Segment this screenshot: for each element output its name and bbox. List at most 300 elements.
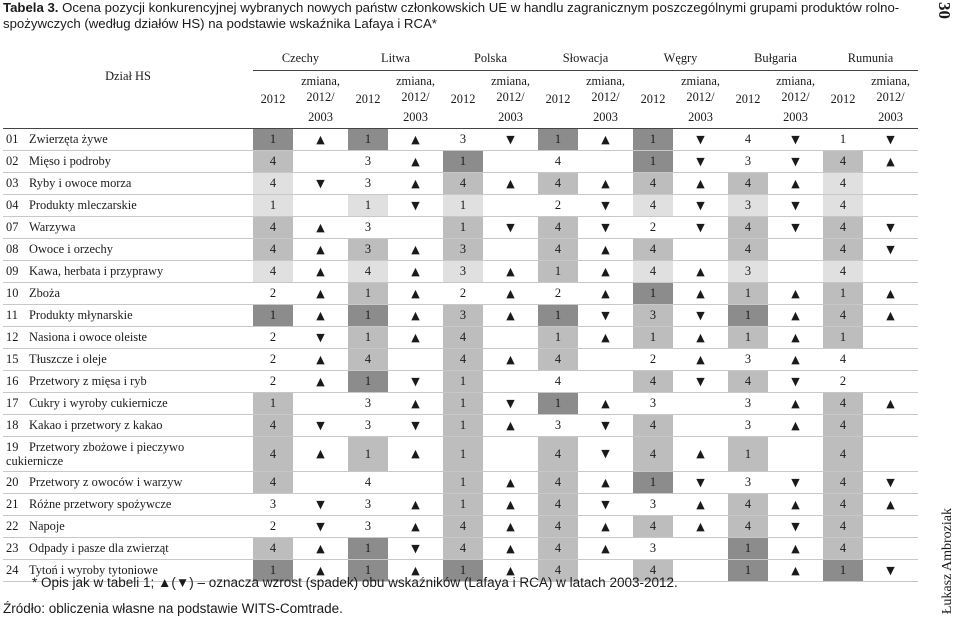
score-cell: 4	[443, 538, 483, 560]
column-header-year: 2012	[633, 71, 673, 129]
trend-arrow-icon	[863, 173, 918, 195]
trend-arrow-icon: ▼	[506, 133, 515, 146]
score-cell: 1	[728, 283, 768, 305]
score-cell: 4	[253, 472, 293, 494]
score-cell: 4	[728, 239, 768, 261]
hs-code: 01	[6, 132, 19, 146]
trend-arrow-icon: ▲	[791, 331, 800, 344]
hs-code: 12	[6, 330, 19, 344]
score-cell: 4	[823, 261, 863, 283]
trend-arrow-icon: ▲	[316, 133, 325, 146]
score-cell: 2	[459, 286, 467, 300]
row-label	[3, 538, 253, 560]
trend-arrow-icon: ▲	[791, 419, 800, 432]
score-cell: 1	[823, 560, 863, 582]
trend-arrow-icon: ▼	[601, 419, 610, 432]
trend-arrow-icon: ▼	[791, 375, 800, 388]
hs-code: 20	[6, 475, 19, 489]
trend-arrow-icon: ▲	[696, 520, 705, 533]
score-cell: 3	[364, 220, 372, 234]
trend-arrow-icon: ▲	[696, 331, 705, 344]
trend-arrow-icon: ▲	[886, 287, 895, 300]
score-cell: 3	[364, 396, 372, 410]
trend-arrow-icon: ▲	[886, 498, 895, 511]
score-cell: 2	[269, 374, 277, 388]
score-cell: 4	[554, 154, 562, 168]
score-cell: 4	[633, 261, 673, 283]
column-header-country: Rumunia	[823, 46, 918, 71]
hs-code: 21	[6, 497, 19, 511]
trend-arrow-icon: ▲	[696, 353, 705, 366]
row-label	[3, 305, 253, 327]
score-cell: 1	[443, 217, 483, 239]
trend-arrow-icon: ▼	[411, 419, 420, 432]
column-header-change	[578, 71, 633, 108]
row-label	[3, 393, 253, 415]
score-cell: 1	[633, 283, 673, 305]
score-cell: 3	[633, 305, 673, 327]
trend-arrow-icon: ▲	[411, 177, 420, 190]
score-cell: 4	[538, 239, 578, 261]
change-line-1: zmiana,	[776, 74, 815, 88]
trend-arrow-icon: ▲	[601, 520, 610, 533]
score-cell: 3	[443, 239, 483, 261]
change-line-2: 2012/	[496, 90, 525, 104]
score-cell: 4	[538, 494, 578, 516]
score-cell: 2	[649, 220, 657, 234]
score-cell: 4	[633, 516, 673, 538]
score-cell: 2	[839, 374, 847, 388]
hs-name: Owoce i orzechy	[29, 242, 113, 256]
trend-arrow-icon: ▲	[696, 498, 705, 511]
hs-name: Ryby i owoce morza	[29, 176, 132, 190]
score-cell: 4	[744, 132, 752, 146]
row-label	[3, 261, 253, 283]
table-row	[3, 393, 918, 415]
hs-code: 11	[6, 308, 18, 322]
trend-arrow-icon: ▼	[601, 309, 610, 322]
trend-arrow-icon	[863, 371, 918, 393]
score-cell: 4	[633, 560, 673, 582]
trend-arrow-icon	[293, 472, 348, 494]
change-line-1: zmiana,	[396, 74, 435, 88]
trend-arrow-icon: ▼	[791, 133, 800, 146]
hs-name: Różne przetwory spożywcze	[29, 497, 172, 511]
column-header-change-base: 2003	[768, 107, 823, 129]
table-row	[3, 472, 918, 494]
trend-arrow-icon: ▲	[411, 309, 420, 322]
trend-arrow-icon: ▲	[791, 397, 800, 410]
column-header-change	[483, 71, 538, 108]
trend-arrow-icon	[863, 261, 918, 283]
trend-arrow-icon: ▲	[316, 564, 325, 577]
column-header-change	[388, 71, 443, 108]
trend-arrow-icon: ▲	[506, 520, 515, 533]
trend-arrow-icon: ▲	[506, 498, 515, 511]
score-cell: 3	[744, 418, 752, 432]
score-cell: 1	[348, 327, 388, 349]
trend-arrow-icon: ▼	[601, 221, 610, 234]
trend-arrow-icon: ▲	[791, 542, 800, 555]
score-cell: 3	[364, 519, 372, 533]
table-caption-label: Tabela 3.	[3, 0, 59, 15]
hs-code: 23	[6, 541, 19, 555]
score-cell: 4	[633, 437, 673, 472]
table-row	[3, 195, 918, 217]
trend-arrow-icon: ▲	[791, 309, 800, 322]
score-cell: 3	[459, 132, 467, 146]
column-header-country: Węgry	[633, 46, 728, 71]
hs-code: 18	[6, 418, 19, 432]
row-label	[3, 371, 253, 393]
table-row	[3, 349, 918, 371]
score-cell: 1	[538, 305, 578, 327]
trend-arrow-icon: ▼	[506, 221, 515, 234]
trend-arrow-icon	[673, 538, 728, 560]
trend-arrow-icon	[863, 327, 918, 349]
hs-code: 24	[6, 563, 19, 577]
trend-arrow-icon	[768, 239, 823, 261]
score-cell: 2	[554, 286, 562, 300]
trend-arrow-icon: ▲	[791, 498, 800, 511]
table-row	[3, 283, 918, 305]
column-header-change	[293, 71, 348, 108]
trend-arrow-icon: ▼	[886, 133, 895, 146]
hs-name: Przetwory z owoców i warzyw	[29, 475, 183, 489]
score-cell: 3	[364, 154, 372, 168]
trend-arrow-icon	[673, 393, 728, 415]
score-cell: 1	[633, 472, 673, 494]
score-cell: 4	[823, 393, 863, 415]
trend-arrow-icon: ▲	[411, 133, 420, 146]
trend-arrow-icon: ▲	[506, 353, 515, 366]
table-row	[3, 151, 918, 173]
row-label	[3, 437, 253, 472]
trend-arrow-icon: ▼	[696, 375, 705, 388]
score-cell: 4	[728, 173, 768, 195]
score-cell: 1	[538, 261, 578, 283]
score-cell: 4	[823, 195, 863, 217]
trend-arrow-icon: ▲	[316, 287, 325, 300]
score-cell: 3	[269, 497, 277, 511]
score-cell: 2	[269, 286, 277, 300]
score-cell: 4	[364, 475, 372, 489]
score-cell: 1	[348, 560, 388, 582]
table-row	[3, 261, 918, 283]
score-cell: 4	[633, 195, 673, 217]
score-cell: 3	[649, 541, 657, 555]
score-cell: 4	[253, 415, 293, 437]
table-caption	[3, 0, 918, 32]
trend-arrow-icon: ▲	[411, 498, 420, 511]
score-cell: 1	[348, 195, 388, 217]
score-cell: 2	[554, 198, 562, 212]
hs-name: Cukry i wyroby cukiernicze	[29, 396, 168, 410]
row-label	[3, 283, 253, 305]
trend-arrow-icon: ▼	[411, 199, 420, 212]
trend-arrow-icon: ▲	[411, 243, 420, 256]
trend-arrow-icon	[483, 437, 538, 472]
change-line-1: zmiana,	[586, 74, 625, 88]
trend-arrow-icon: ▲	[506, 177, 515, 190]
column-header-change-base: 2003	[388, 107, 443, 129]
trend-arrow-icon: ▼	[316, 177, 325, 190]
score-cell: 1	[253, 305, 293, 327]
trend-arrow-icon	[863, 349, 918, 371]
trend-arrow-icon: ▲	[506, 309, 515, 322]
hs-code: 15	[6, 352, 19, 366]
score-cell: 4	[348, 349, 388, 371]
score-cell: 3	[364, 418, 372, 432]
trend-arrow-icon: ▲	[506, 419, 515, 432]
score-cell: 4	[348, 261, 388, 283]
trend-arrow-icon: ▲	[411, 155, 420, 168]
trend-arrow-icon: ▼	[696, 133, 705, 146]
hs-name: Przetwory zbożowe i pieczywo cukiernicze	[6, 440, 185, 468]
score-cell: 4	[253, 239, 293, 261]
hs-name: Przetwory z mięsa i ryb	[29, 374, 147, 388]
row-label	[3, 349, 253, 371]
score-cell: 4	[554, 374, 562, 388]
score-cell: 4	[823, 494, 863, 516]
trend-arrow-icon: ▲	[791, 287, 800, 300]
trend-arrow-icon: ▲	[601, 133, 610, 146]
trend-arrow-icon	[578, 371, 633, 393]
hs-name: Mięso i podroby	[29, 154, 111, 168]
score-cell: 4	[823, 415, 863, 437]
score-cell: 1	[633, 129, 673, 151]
trend-arrow-icon: ▲	[601, 331, 610, 344]
table-row	[3, 437, 918, 472]
trend-arrow-icon	[863, 437, 918, 472]
trend-arrow-icon	[578, 151, 633, 173]
score-cell: 1	[443, 415, 483, 437]
row-label	[3, 195, 253, 217]
score-cell: 3	[364, 176, 372, 190]
trend-arrow-icon: ▲	[601, 397, 610, 410]
trend-arrow-icon: ▼	[886, 221, 895, 234]
score-cell: 4	[823, 217, 863, 239]
change-line-1: zmiana,	[681, 74, 720, 88]
trend-arrow-icon	[483, 239, 538, 261]
trend-arrow-icon	[673, 560, 728, 582]
table-row	[3, 371, 918, 393]
trend-arrow-icon: ▼	[696, 476, 705, 489]
score-cell: 1	[728, 327, 768, 349]
column-header-change	[768, 71, 823, 108]
score-cell: 1	[728, 305, 768, 327]
trend-arrow-icon: ▲	[601, 243, 610, 256]
trend-arrow-icon	[863, 538, 918, 560]
table-row	[3, 538, 918, 560]
trend-arrow-icon	[768, 437, 823, 472]
score-cell: 1	[538, 129, 578, 151]
hs-code: 17	[6, 396, 19, 410]
trend-arrow-icon	[293, 393, 348, 415]
score-cell: 2	[649, 352, 657, 366]
score-cell: 4	[253, 151, 293, 173]
page-number: 30	[935, 2, 954, 19]
trend-arrow-icon	[483, 327, 538, 349]
table-row	[3, 239, 918, 261]
trend-arrow-icon: ▲	[316, 243, 325, 256]
hs-name: Produkty mleczarskie	[29, 198, 137, 212]
trend-arrow-icon	[863, 516, 918, 538]
trend-arrow-icon: ▲	[411, 447, 420, 460]
trend-arrow-icon: ▲	[696, 447, 705, 460]
trend-arrow-icon: ▲	[791, 353, 800, 366]
score-cell: 4	[253, 217, 293, 239]
hs-name: Tytoń i wyroby tytoniowe	[29, 563, 158, 577]
hs-code: 02	[6, 154, 19, 168]
column-header-change-base: 2003	[293, 107, 348, 129]
score-cell: 1	[253, 560, 293, 582]
row-label	[3, 217, 253, 239]
change-line-2: 2012/	[686, 90, 715, 104]
trend-arrow-icon: ▲	[316, 353, 325, 366]
score-cell: 3	[649, 396, 657, 410]
score-cell: 4	[823, 239, 863, 261]
table-row	[3, 516, 918, 538]
change-line-2: 2012/	[401, 90, 430, 104]
trend-arrow-icon: ▼	[601, 199, 610, 212]
hs-name: Produkty młynarskie	[29, 308, 133, 322]
row-label	[3, 494, 253, 516]
trend-arrow-icon	[483, 195, 538, 217]
trend-arrow-icon: ▲	[601, 476, 610, 489]
score-cell: 4	[443, 173, 483, 195]
change-line-2: 2012/	[781, 90, 810, 104]
score-cell: 4	[538, 349, 578, 371]
column-header-year: 2012	[443, 71, 483, 129]
score-cell: 4	[538, 538, 578, 560]
score-cell: 4	[538, 437, 578, 472]
row-label	[3, 239, 253, 261]
trend-arrow-icon: ▲	[506, 287, 515, 300]
trend-arrow-icon: ▲	[411, 397, 420, 410]
trend-arrow-icon: ▼	[601, 498, 610, 511]
trend-arrow-icon: ▲	[696, 265, 705, 278]
row-label	[3, 129, 253, 151]
hs-name: Odpady i pasze dla zwierząt	[29, 541, 169, 555]
trend-arrow-icon: ▼	[791, 476, 800, 489]
score-cell: 1	[728, 437, 768, 472]
score-cell: 1	[633, 151, 673, 173]
change-line-2: 2012/	[876, 90, 905, 104]
score-cell: 3	[554, 418, 562, 432]
score-cell: 4	[633, 239, 673, 261]
score-cell: 4	[253, 173, 293, 195]
change-line-1: zmiana,	[871, 74, 910, 88]
score-cell: 4	[633, 173, 673, 195]
trend-arrow-icon	[863, 195, 918, 217]
score-cell: 1	[728, 538, 768, 560]
score-cell: 4	[253, 538, 293, 560]
score-cell: 2	[269, 519, 277, 533]
trend-arrow-icon: ▲	[316, 375, 325, 388]
change-line-1: zmiana,	[491, 74, 530, 88]
score-cell: 4	[728, 217, 768, 239]
trend-arrow-icon: ▲	[506, 476, 515, 489]
score-cell: 4	[823, 173, 863, 195]
column-header-year: 2012	[348, 71, 388, 129]
score-cell: 3	[364, 497, 372, 511]
trend-arrow-icon: ▲	[886, 309, 895, 322]
score-cell: 1	[443, 560, 483, 582]
score-cell: 4	[443, 516, 483, 538]
trend-arrow-icon: ▲	[696, 177, 705, 190]
hs-code: 04	[6, 198, 19, 212]
table-row	[3, 217, 918, 239]
score-cell: 3	[744, 154, 752, 168]
hs-code: 07	[6, 220, 19, 234]
trend-arrow-icon: ▲	[601, 542, 610, 555]
hs-code: 08	[6, 242, 19, 256]
row-label	[3, 173, 253, 195]
trend-arrow-icon: ▲	[791, 564, 800, 577]
hs-name: Tłuszcze i oleje	[29, 352, 107, 366]
score-cell: 4	[538, 560, 578, 582]
trend-arrow-icon	[388, 472, 443, 494]
score-cell: 4	[823, 151, 863, 173]
table-row	[3, 415, 918, 437]
column-header-year: 2012	[728, 71, 768, 129]
trend-arrow-icon	[673, 415, 728, 437]
trend-arrow-icon: ▲	[696, 287, 705, 300]
running-author: Łukasz Ambroziak	[940, 507, 955, 614]
table-row	[3, 494, 918, 516]
column-header-year: 2012	[253, 71, 293, 129]
trend-arrow-icon: ▼	[791, 199, 800, 212]
row-label	[3, 151, 253, 173]
trend-arrow-icon	[768, 261, 823, 283]
row-label	[3, 472, 253, 494]
trend-arrow-icon: ▲	[316, 221, 325, 234]
trend-arrow-icon: ▲	[316, 309, 325, 322]
trend-arrow-icon: ▲	[316, 542, 325, 555]
score-cell: 4	[823, 305, 863, 327]
table-row	[3, 129, 918, 151]
score-cell: 1	[348, 538, 388, 560]
trend-arrow-icon	[388, 349, 443, 371]
change-line-2: 2012/	[591, 90, 620, 104]
score-cell: 4	[538, 516, 578, 538]
trend-arrow-icon	[388, 217, 443, 239]
table-note: * Opis jak w tabeli 1; ▲(▼) – oznacza wzrost (spadek) obu wskaźników (Lafaya i RCA) w latach 2003-2012.	[32, 575, 678, 590]
table-row	[3, 327, 918, 349]
column-header-change	[863, 71, 918, 108]
score-cell: 1	[823, 327, 863, 349]
score-cell: 4	[728, 516, 768, 538]
trend-arrow-icon: ▼	[316, 520, 325, 533]
trend-arrow-icon: ▼	[411, 542, 420, 555]
trend-arrow-icon: ▲	[886, 397, 895, 410]
hs-name: Zwierzęta żywe	[29, 132, 108, 146]
hs-name: Kawa, herbata i przyprawy	[29, 264, 164, 278]
trend-arrow-icon: ▲	[411, 287, 420, 300]
trend-arrow-icon: ▼	[411, 375, 420, 388]
score-cell: 1	[348, 437, 388, 472]
score-cell: 1	[443, 393, 483, 415]
trend-arrow-icon: ▼	[696, 199, 705, 212]
score-cell: 3	[348, 239, 388, 261]
score-cell: 4	[823, 538, 863, 560]
hs-code: 19	[6, 440, 19, 454]
trend-arrow-icon: ▲	[411, 520, 420, 533]
trend-arrow-icon: ▲	[886, 155, 895, 168]
hs-name: Napoje	[29, 519, 65, 533]
trend-arrow-icon: ▲	[601, 177, 610, 190]
